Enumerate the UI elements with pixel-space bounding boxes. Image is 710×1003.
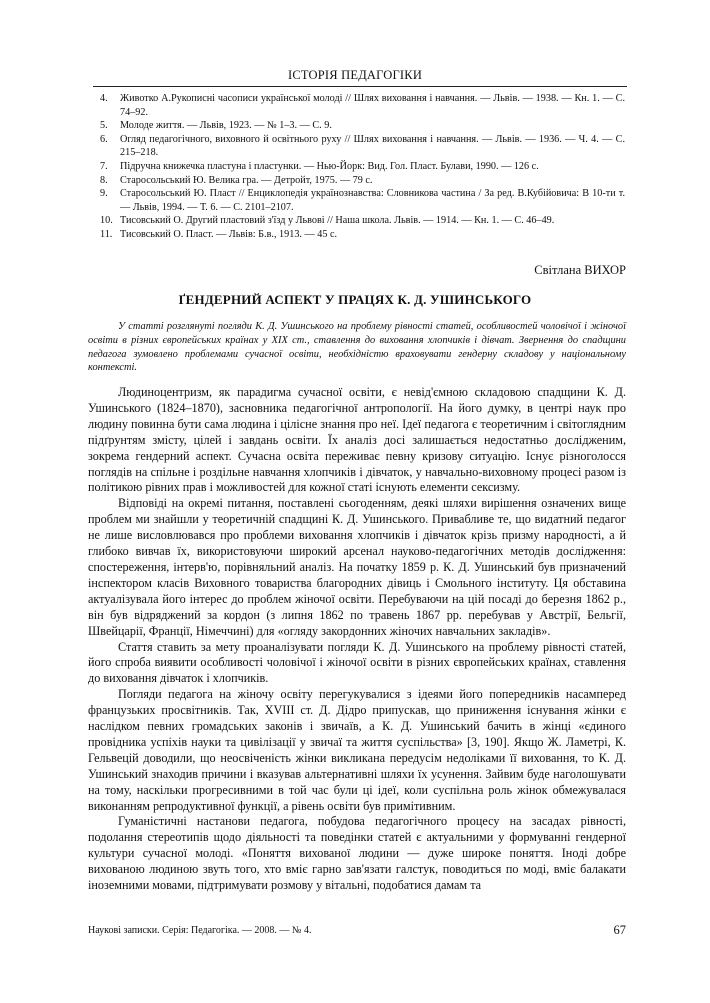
- body-paragraph: Погляди педагога на жіночу освіту перегукувалися з ідеями його попередників насамперед французьких просвітників. Так, XVIII ст. Д. Дідро припускав, що приниження існування жінки є наслідком певних громадських законів і звичаїв, а К. Д. Ушинський бачить в жінці «єдиного провідника успіхів науки та цивілізації у звичаї та життя суспільства» [3, 190]. Якщо Ж. Ламетрі, К. Гельвецій доводили, що неосвіченість жінки викликана передусім недоліками її виховання, то К. Д. Ушинський знаходив причини і вказував альтернативні шляхи їх усунення. Зайвим буде наголошувати на тому, наскільки прогресивними в той час були ці ідеї, коли суспільна роль жінок обмежувалася виконанням репродуктивної функції, а рівень освіти був примітивним.: [88, 687, 626, 813]
- body-paragraph: Відповіді на окремі питання, поставлені сьогоденням, деякі шляхи вирішення означених вище проблем ми знайшли у теоретичній спадщині К. Д. Ушинського. Привабливе те, що видатний педагог не лише висловлювався про проблеми виховання хлопчиків і дівчаток крізь призму народності, а й глибоко вивчав їх, використовуючи широкий арсенал науково-педагогічних методів дослідження: спостереження, інтерв'ю, порівняльний аналіз. На початку 1859 р. К. Д. Ушинський був призначений інспектором класів Виховного товариства благородних дівиць і Смольного інституту. Ця обставина актуалізувала його інтерес до проблем жіночої освіти. Перебуваючи на цій посаді до березня 1862 р., він був відряджений за кордон (з липня 1862 по травень 1867 рр. перебував у Австрії, Бельгії, Швейцарії, Франції, Німеччині) для «огляду закордонних жіночих навчальних закладів».: [88, 496, 626, 638]
- reference-text: Старосольський Ю. Велика гра. — Детройт, 1975. — 79 с.: [120, 174, 373, 186]
- body-paragraph: Гуманістичні настанови педагога, побудова педагогічного процесу на засадах рівності, подолання стереотипів щодо діяльності та поведінки статей є актуальними у формуванні гендерної культури сучасної молоді. «Поняття вихованої людини — дуже широке поняття. Іноді добре вихованою людиною звуть того, хто вміє гарно зав'язати галстук, поводиться по моді, вміє балакати іноземними мовами, підтримувати розмову у вітальні, подобатися дамам та: [88, 814, 626, 893]
- reference-number: 4.: [100, 93, 108, 104]
- reference-text: Огляд педагогічного, виховного й освітнього руху // Шлях виховання і навчання. — Львів. — 1936. — Ч. 4. — С. 215–218.: [120, 133, 625, 159]
- reference-text: Животко А.Рукописні часописи української молоді // Шлях виховання і навчання. — Львів. — 1938. — Кн. 1. — С. 74–92.: [120, 93, 625, 118]
- reference-text: Молоде життя. — Львів, 1923. — № 1–3. — С. 9.: [120, 120, 332, 132]
- reference-item: [100, 133, 625, 160]
- reference-item: [100, 174, 625, 188]
- reference-number: 8.: [100, 174, 108, 186]
- reference-number: 7.: [100, 160, 108, 172]
- reference-item: [100, 187, 625, 214]
- reference-number: 5.: [100, 120, 108, 132]
- journal-citation: Наукові записки. Серія: Педагогіка. — 2008. — № 4.: [88, 925, 312, 936]
- reference-item: [100, 228, 625, 242]
- reference-number: 9.: [100, 188, 108, 200]
- reference-list: [100, 92, 625, 242]
- running-header: ІСТОРІЯ ПЕДАГОГІКИ: [287, 68, 423, 82]
- reference-number: 6.: [100, 133, 108, 145]
- reference-text: Тисовський О. Пласт. — Львів: Б.в., 1913. — 45 с.: [120, 228, 338, 240]
- header-divider: [93, 86, 627, 87]
- body-paragraph: Стаття ставить за мету проаналізувати погляди К. Д. Ушинського на проблему рівності статей, його спроба виявити особливості чоловічої і жіночої освіти в різних європейських країнах, ставлення до виховання дівчаток і хлопчиків.: [88, 639, 626, 686]
- reference-text: Тисовський О. Другий пластовий з'їзд у Львові // Наша школа. Львів. — 1914. — Кн. 1. — С. 46–49.: [120, 215, 555, 227]
- body-paragraph: Людиноцентризм, як парадигма сучасної освіти, є невід'ємною складовою спадщини К. Д. Ушинського (1824–1870), засновника педагогічної антропології. На його думку, в центрі наук про людину повинна бути сама людина і цілісне знання про неї. Ідеї педагога є теоретичним і світоглядним підґрунтям змісту, цілей і завдань освіти. Їх аналіз досі залишається недостатньо дослідженим, зокрема гендерний аспект. Сучасна освіта переживає певну кризову ситуацію. Існує різноголосся поглядів на спільне і роздільне навчання хлопчиків і дівчаток, у навчально-виховному процесі разом із політикою рівних прав і можливостей для кожної статі існують елементи сексизму.: [88, 385, 626, 495]
- reference-text: Старосольський Ю. Пласт // Енциклопедія українознавства: Словникова частина / За ред. В.Кубійовича: В 10-ти т. — Львів, 1994. — Т. 6. — С. 2101–2107.: [120, 188, 625, 213]
- reference-number: 11.: [100, 228, 113, 240]
- author-name: Світлана ВИХОР: [534, 263, 626, 277]
- reference-item: [100, 214, 625, 228]
- reference-item: [100, 160, 625, 174]
- article-abstract: У статті розглянуті погляди К. Д. Ушинського на проблему рівності статей, особливостей чоловічої і жіночої освіти в різних європейських країнах у XIX ст., ставлення до виховання хлопчиків і дівчат. Звернення до спадщини педагога зумовлено проблемами сучасної освіти, необхідністю враховувати гендерну складову у національному контексті.: [88, 321, 626, 374]
- reference-text: Підручна книжечка пластуна і пластунки. — Нью-Йорк: Вид. Гол. Пласт. Булави, 1990. — 126 с.: [120, 160, 539, 172]
- reference-number: 10.: [100, 215, 113, 227]
- page-number: 67: [613, 923, 626, 937]
- reference-item: [100, 119, 625, 133]
- article-body: [88, 385, 626, 894]
- reference-item: [100, 92, 625, 119]
- article-title: ҐЕНДЕРНИЙ АСПЕКТ У ПРАЦЯХ К. Д. УШИНСЬКОГО: [178, 292, 532, 307]
